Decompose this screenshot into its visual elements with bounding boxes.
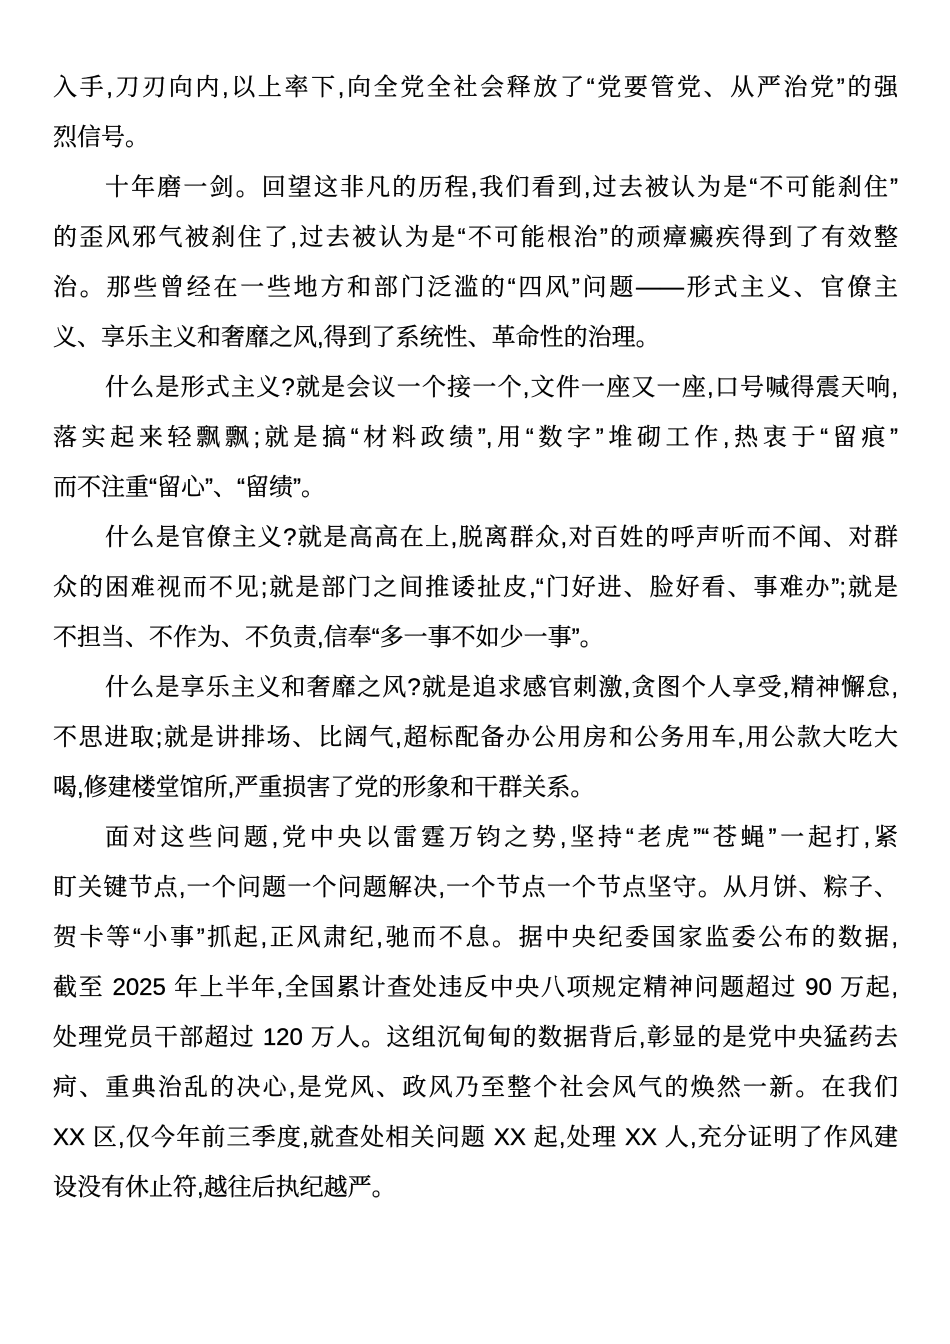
paragraph [53,513,898,663]
text-line: 疴、重典治乱的决心,是党风、政风乃至整个社会风气的焕然一新。在我们 [53,1074,898,1101]
text-line: 不担当、不作为、不负责,信奉“多一事不如少一事”。 [53,624,604,651]
text-line: 贺卡等“小事”抓起,正风肃纪,驰而不息。据中央纪委国家监委公布的数据, [53,924,898,951]
text-line: 入手,刀刃向内,以上率下,向全党全社会释放了“党要管党、从严治党”的强 [53,74,898,101]
paragraph [53,163,898,363]
paragraph [53,363,898,513]
text-line: 不思进取;就是讲排场、比阔气,超标配备办公用房和公务用车,用公款大吃大 [53,724,898,751]
text-line: 盯关键节点,一个问题一个问题解决,一个节点一个节点坚守。从月饼、粽子、 [53,874,898,901]
text-line: 喝,修建楼堂馆所,严重损害了党的形象和干群关系。 [53,774,595,801]
text-line: XX 区,仅今年前三季度,就查处相关问题 XX 起,处理 XX 人,充分证明了作风建 [53,1124,898,1151]
text-line: 烈信号。 [53,124,149,151]
text-line: 截至 2025 年上半年,全国累计查处违反中央八项规定精神问题超过 90 万起, [53,974,898,1001]
text-line: 什么是形式主义?就是会议一个接一个,文件一座又一座,口号喊得震天响, [105,374,898,401]
text-line: 众的困难视而不见;就是部门之间推诿扯皮,“门好进、脸好看、事难办”;就是 [53,574,898,601]
text-line: 面对这些问题,党中央以雷霆万钧之势,坚持“老虎”“苍蝇”一起打,紧 [105,824,898,851]
text-line: 而不注重“留心”、“留绩”。 [53,474,325,501]
paragraph [53,813,898,1213]
text-line: 十年磨一剑。回望这非凡的历程,我们看到,过去被认为是“不可能刹住” [105,174,898,201]
document-content [53,63,898,1213]
text-line: 义、享乐主义和奢靡之风,得到了系统性、革命性的治理。 [53,324,660,351]
text-line: 的歪风邪气被刹住了,过去被认为是“不可能根治”的顽瘴癜疾得到了有效整 [53,224,898,251]
text-line: 什么是享乐主义和奢靡之风?就是追求感官刺激,贪图个人享受,精神懈怠, [105,674,898,701]
text-line: 什么是官僚主义?就是高高在上,脱离群众,对百姓的呼声听而不闻、对群 [105,524,898,551]
paragraph [53,663,898,813]
text-line: 落实起来轻飘飘;就是搞“材料政绩”,用“数字”堆砌工作,热衷于“留痕” [53,424,898,451]
text-line: 处理党员干部超过 120 万人。这组沉甸甸的数据背后,彰显的是党中央猛药去 [53,1024,898,1051]
text-line: 治。那些曾经在一些地方和部门泛滥的“四风”问题——形式主义、官僚主 [53,274,898,301]
text-line: 设没有休止符,越往后执纪越严。 [53,1174,396,1201]
paragraph [53,63,898,163]
